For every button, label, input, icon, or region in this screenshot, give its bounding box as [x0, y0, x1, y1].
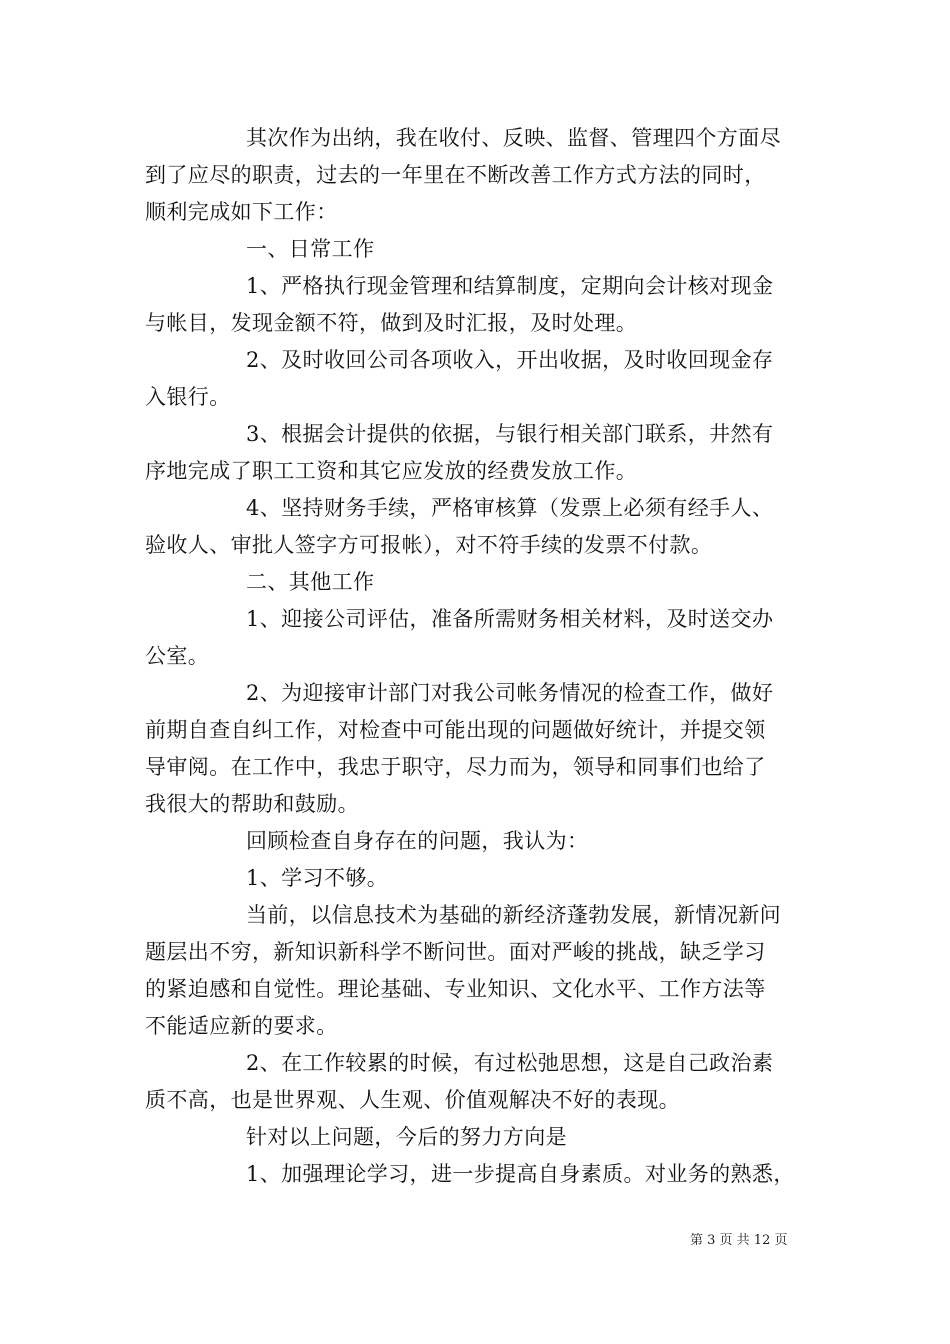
text-line: 针对以上问题，今后的努力方向是 — [246, 1125, 567, 1149]
text-line: 验收人、审批人签字方可报帐），对不符手续的发票不付款。 — [145, 533, 713, 557]
section-heading: 二、其他工作 — [246, 570, 375, 594]
text-line: 的紧迫感和自觉性。理论基础、专业知识、文化水平、工作方法等 — [145, 977, 766, 1001]
text-line: 入银行。 — [145, 385, 231, 409]
text-line: 2、及时收回公司各项收入，开出收据，及时收回现金存 — [246, 348, 774, 372]
text-line: 回顾检查自身存在的问题，我认为： — [246, 829, 589, 853]
text-line: 2、在工作较累的时候，有过松弛思想，这是自己政治素 — [246, 1051, 774, 1075]
text-line: 与帐目，发现金额不符，做到及时汇报，及时处理。 — [145, 311, 638, 335]
text-line: 到了应尽的职责，过去的一年里在不断改善工作方式方法的同时， — [145, 163, 766, 187]
text-line: 前期自查自纠工作，对检查中可能出现的问题做好统计，并提交领 — [145, 718, 766, 742]
text-line: 顺利完成如下工作： — [145, 200, 338, 224]
text-line: 质不高，也是世界观、人生观、价值观解决不好的表现。 — [145, 1088, 680, 1112]
text-line: 其次作为出纳，我在收付、反映、监督、管理四个方面尽 — [246, 126, 781, 150]
text-line: 3、根据会计提供的依据，与银行相关部门联系，井然有 — [246, 422, 774, 446]
text-line: 1、严格执行现金管理和结算制度，定期向会计核对现金 — [246, 274, 774, 298]
text-line: 序地完成了职工工资和其它应发放的经费发放工作。 — [145, 459, 638, 483]
page-number: 第 3 页 共 12 页 — [690, 1233, 788, 1248]
section-heading: 一、日常工作 — [246, 237, 375, 261]
text-line: 不能适应新的要求。 — [145, 1014, 338, 1038]
text-line: 导审阅。在工作中，我忠于职守，尽力而为，领导和同事们也给了 — [145, 755, 766, 779]
text-line: 2、为迎接审计部门对我公司帐务情况的检查工作，做好 — [246, 681, 774, 705]
text-line: 公室。 — [145, 644, 210, 668]
text-line: 题层出不穷，新知识新科学不断问世。面对严峻的挑战，缺乏学习 — [145, 940, 766, 964]
text-line: 当前，以信息技术为基础的新经济蓬勃发展，新情况新问 — [246, 903, 781, 927]
text-line: 我很大的帮助和鼓励。 — [145, 792, 359, 816]
text-line: 1、学习不够。 — [246, 866, 389, 890]
text-line: 1、迎接公司评估，准备所需财务相关材料，及时送交办 — [246, 607, 774, 631]
text-line: 4、坚持财务手续，严格审核算（发票上必须有经手人、 — [246, 496, 774, 520]
text-line: 1、加强理论学习，进一步提高自身素质。对业务的熟悉， — [246, 1162, 795, 1186]
